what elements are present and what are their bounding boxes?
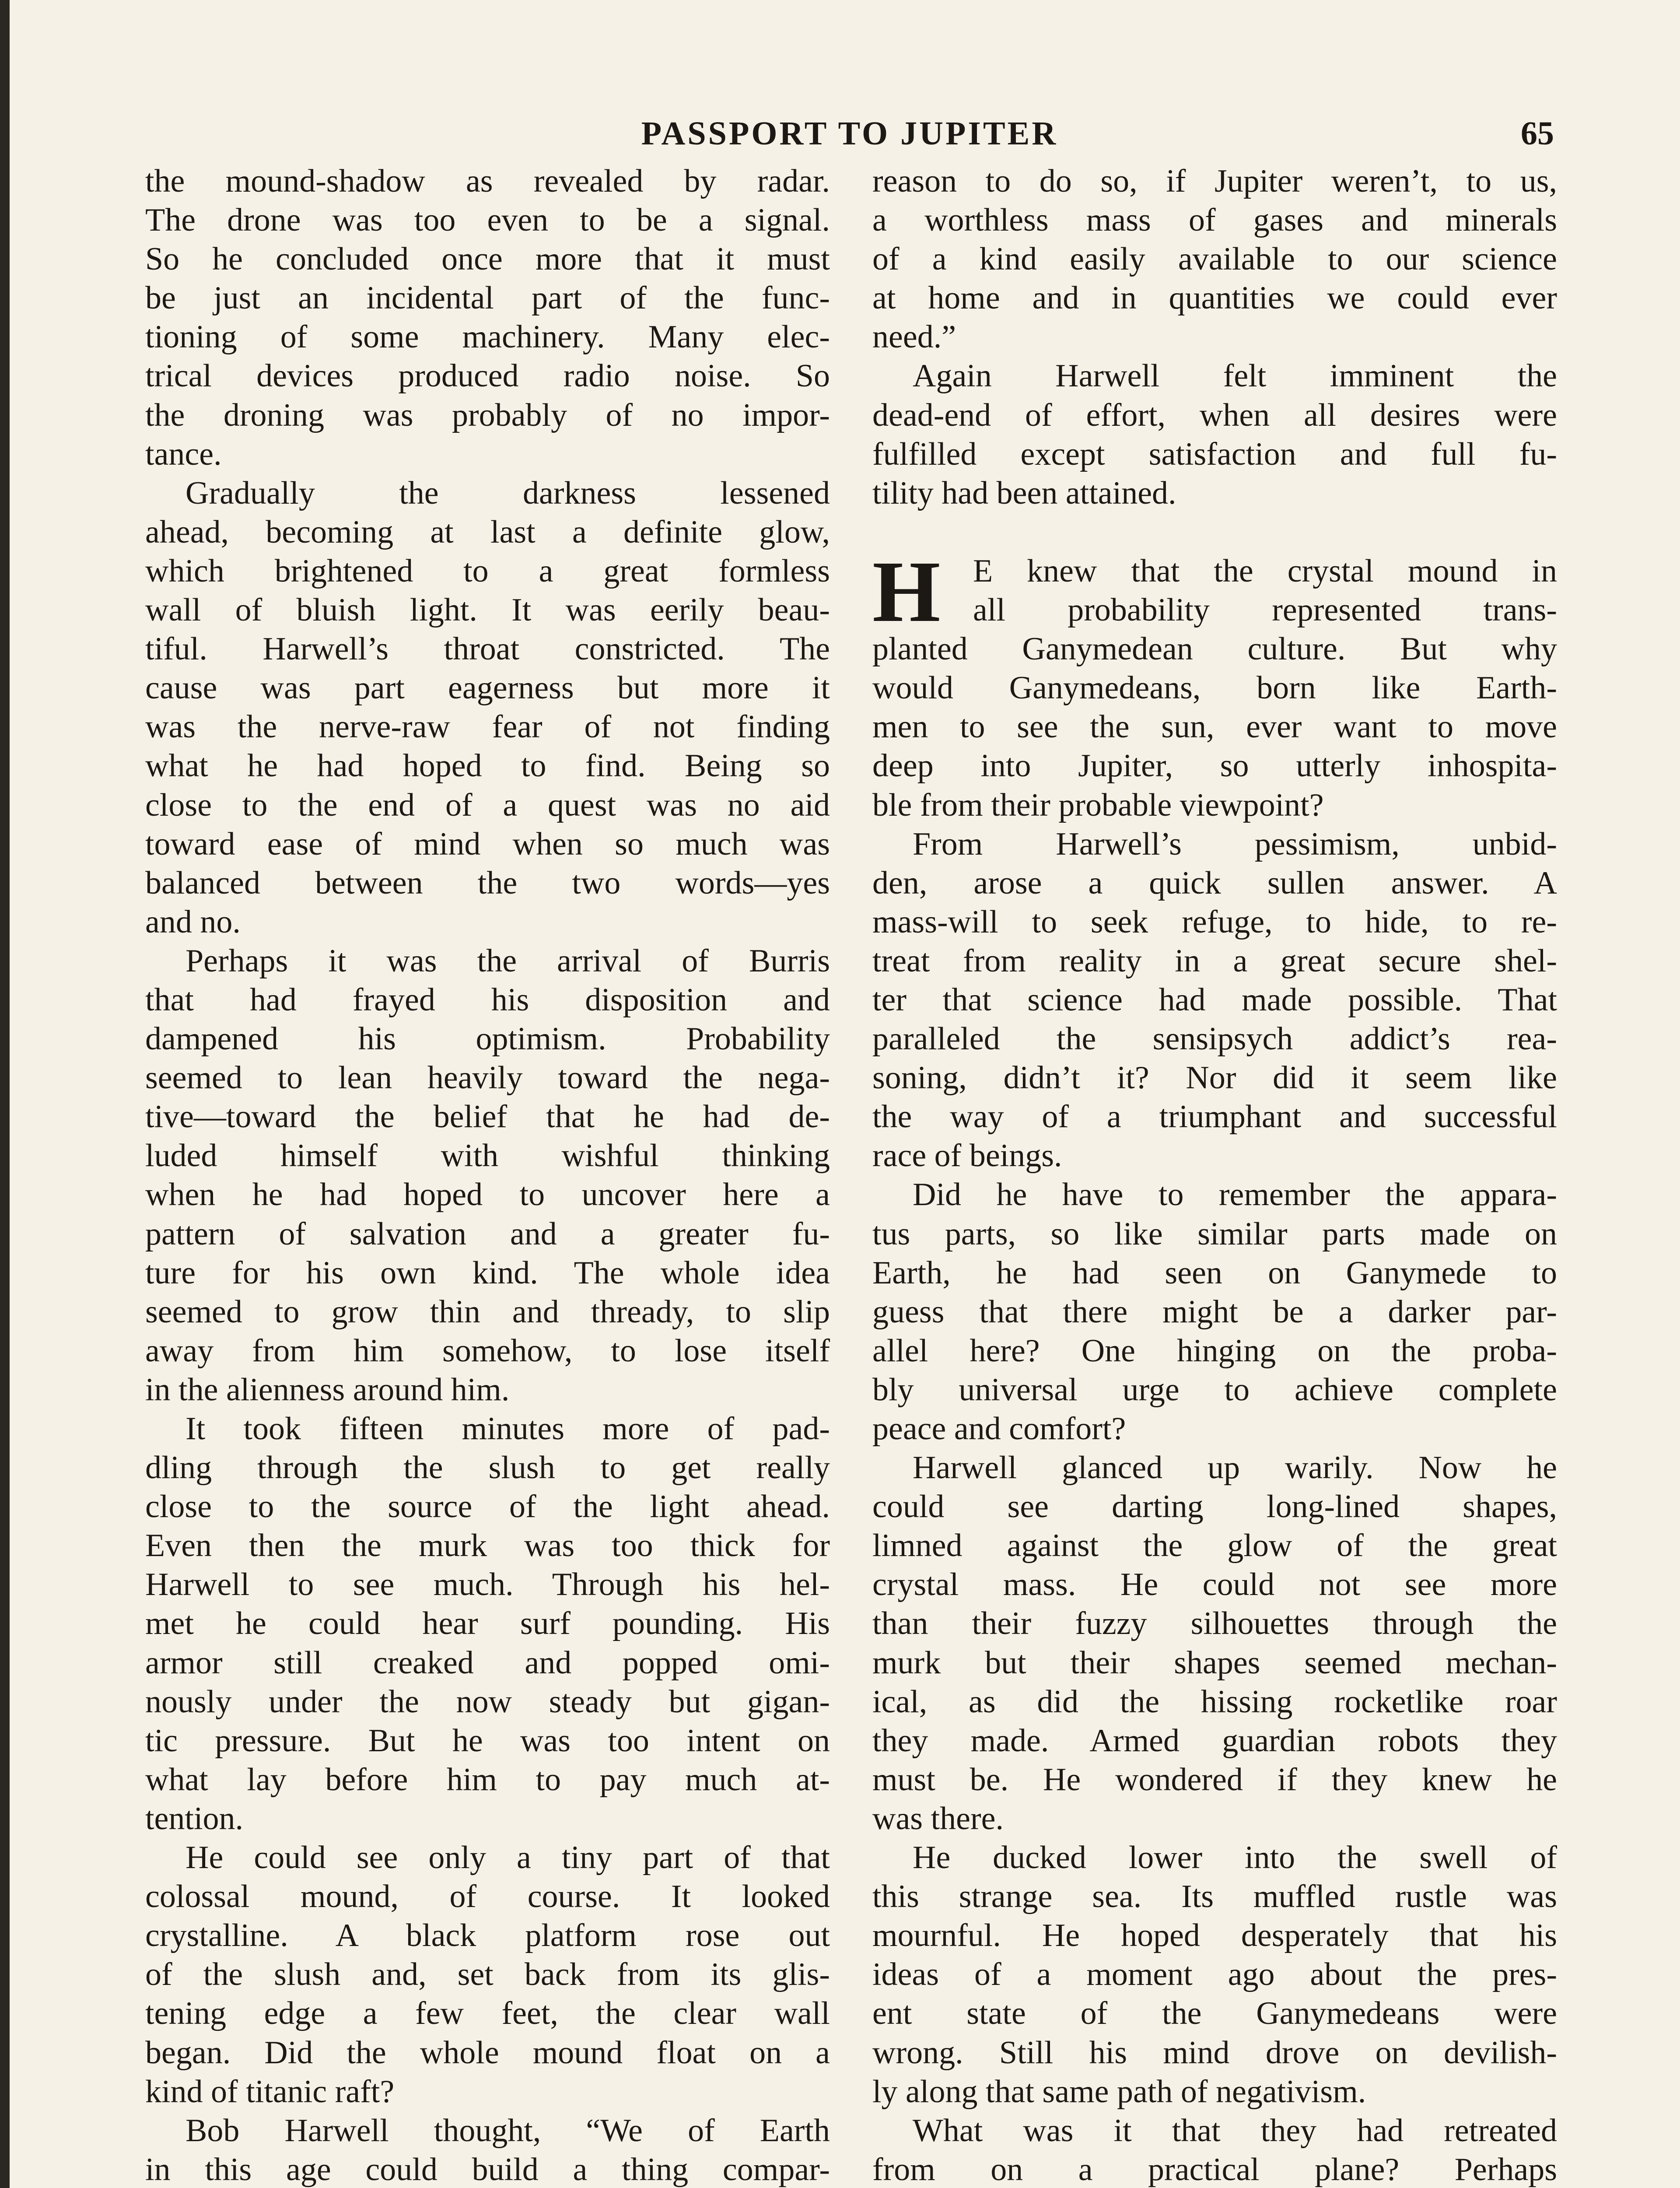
text-line: trical devices produced radio noise. So [145, 358, 830, 394]
text-line: be just an incidental part of the func- [145, 280, 830, 316]
text-line: what lay before him to pay much at- [145, 1761, 830, 1798]
text-line: away from him somehow, to lose itself [145, 1332, 830, 1369]
text-line: paralleled the sensipsych addict’s rea- [872, 1021, 1557, 1057]
page-number: 65 [1521, 115, 1554, 152]
text-line: So he concluded once more that it must [145, 241, 830, 277]
text-line: met he could hear surf pounding. His [145, 1606, 830, 1642]
text-line: ideas of a moment ago about the pres- [872, 1957, 1557, 1993]
text-line: tive—toward the belief that he had de- [145, 1099, 830, 1135]
right-text-column [872, 162, 1557, 2188]
text-line: crystal mass. He could not see more [872, 1567, 1557, 1603]
text-line: kind of titanic raft? [145, 2073, 395, 2110]
text-line: ble from their probable viewpoint? [872, 787, 1324, 823]
text-line: of a kind easily available to our science [872, 241, 1557, 277]
text-line: tility had been attained. [872, 475, 1176, 511]
text-line: E knew that the crystal mound in [973, 553, 1557, 589]
left-text-column [145, 162, 830, 2188]
text-line: What was it that they had retreated [913, 2112, 1557, 2149]
text-line: close to the source of the light ahead. [145, 1489, 830, 1525]
text-line: tioning of some machinery. Many elec- [145, 319, 830, 355]
text-line: tance. [145, 436, 222, 472]
text-line: dampened his optimism. Probability [145, 1021, 830, 1057]
text-line: He ducked lower into the swell of [913, 1840, 1557, 1876]
text-line: of the slush and, set back from its glis- [145, 1957, 830, 1993]
text-line: they made. Armed guardian robots they [872, 1722, 1557, 1759]
text-line: and no. [145, 904, 241, 940]
text-line: Gradually the darkness lessened [186, 475, 830, 511]
running-title: PASSPORT TO JUPITER [641, 115, 1058, 152]
text-line: was there. [872, 1800, 1004, 1837]
text-line: bly universal urge to achieve complete [872, 1371, 1557, 1408]
text-line: wall of bluish light. It was eerily beau- [145, 592, 830, 628]
text-line: It took fifteen minutes more of pad- [186, 1411, 830, 1447]
text-line: ical, as did the hissing rocketlike roar [872, 1683, 1557, 1720]
text-line: cause was part eagerness but more it [145, 670, 830, 706]
text-line: was the nerve-raw fear of not finding [145, 709, 830, 745]
text-line: luded himself with wishful thinking [145, 1138, 830, 1174]
text-line: reason to do so, if Jupiter weren’t, to us, [872, 163, 1557, 199]
text-line: from on a practical plane? Perhaps [872, 2151, 1557, 2188]
text-line: dling through the slush to get really [145, 1450, 830, 1486]
text-line: limned against the glow of the great [872, 1528, 1557, 1564]
text-line: Harwell glanced up warily. Now he [913, 1450, 1557, 1486]
text-line: ahead, becoming at last a definite glow, [145, 514, 830, 550]
text-line: dead-end of effort, when all desires were [872, 397, 1557, 433]
text-line: He could see only a tiny part of that [186, 1840, 830, 1876]
text-line: race of beings. [872, 1138, 1062, 1174]
text-line: guess that there might be a darker par- [872, 1294, 1557, 1330]
text-line: tening edge a few feet, the clear wall [145, 1995, 830, 2032]
text-line: The drone was too even to be a signal. [145, 202, 830, 238]
text-line: began. Did the whole mound float on a [145, 2034, 830, 2071]
text-line: need.” [872, 319, 956, 355]
text-line: a worthless mass of gases and minerals [872, 202, 1557, 238]
text-line: close to the end of a quest was no aid [145, 787, 830, 823]
text-line: nously under the now steady but gigan- [145, 1683, 830, 1720]
text-line: mournful. He hoped desperately that his [872, 1918, 1557, 1954]
text-line: what he had hoped to find. Being so [145, 748, 830, 784]
text-line: Again Harwell felt imminent the [913, 358, 1557, 394]
text-line: Harwell to see much. Through his hel- [145, 1567, 830, 1603]
text-line: wrong. Still his mind drove on devilish- [872, 2034, 1557, 2071]
text-line: ter that science had made possible. That [872, 982, 1557, 1018]
page-header [145, 115, 1554, 163]
text-line: murk but their shapes seemed mechan- [872, 1645, 1557, 1681]
text-line: tus parts, so like similar parts made on [872, 1216, 1557, 1252]
text-line: From Harwell’s pessimism, unbid- [913, 826, 1557, 862]
text-line: than their fuzzy silhouettes through the [872, 1606, 1557, 1642]
drop-cap: H [872, 543, 941, 640]
text-line: armor still creaked and popped omi- [145, 1645, 830, 1681]
text-line: deep into Jupiter, so utterly inhospita- [872, 748, 1557, 784]
text-line: the droning was probably of no impor- [145, 397, 830, 433]
text-line: seemed to lean heavily toward the nega- [145, 1060, 830, 1096]
text-line: ly along that same path of negativism. [872, 2073, 1366, 2110]
text-line: allel here? One hinging on the proba- [872, 1332, 1557, 1369]
text-line: peace and comfort? [872, 1411, 1126, 1447]
text-line: at home and in quantities we could ever [872, 280, 1557, 316]
text-line: that had frayed his disposition and [145, 982, 830, 1018]
text-line: ture for his own kind. The whole idea [145, 1255, 830, 1291]
text-line: in this age could build a thing compar- [145, 2151, 830, 2188]
text-line: tic pressure. But he was too intent on [145, 1722, 830, 1759]
text-line: fulfilled except satisfaction and full fu- [872, 436, 1557, 472]
text-line: den, arose a quick sullen answer. A [872, 865, 1557, 901]
text-line: soning, didn’t it? Nor did it seem like [872, 1060, 1557, 1096]
text-line: could see darting long-lined shapes, [872, 1489, 1557, 1525]
text-line: the way of a triumphant and successful [872, 1099, 1557, 1135]
text-line: treat from reality in a great secure shel- [872, 943, 1557, 979]
text-line: in the alienness around him. [145, 1371, 510, 1408]
text-line: the mound-shadow as revealed by radar. [145, 163, 830, 199]
text-line: mass-will to seek refuge, to hide, to re- [872, 904, 1557, 940]
section-break [872, 513, 1557, 552]
text-line: Even then the murk was too thick for [145, 1528, 830, 1564]
text-line: colossal mound, of course. It looked [145, 1879, 830, 1915]
text-line: ent state of the Ganymedeans were [872, 1995, 1557, 2032]
text-line: which brightened to a great formless [145, 553, 830, 589]
text-line: Bob Harwell thought, “We of Earth [186, 2112, 830, 2149]
text-line: all probability represented trans- [973, 592, 1557, 628]
text-line: crystalline. A black platform rose out [145, 1918, 830, 1954]
text-line: pattern of salvation and a greater fu- [145, 1216, 830, 1252]
text-line: would Ganymedeans, born like Earth- [872, 670, 1557, 706]
text-line: this strange sea. Its muffled rustle was [872, 1879, 1557, 1915]
text-line: toward ease of mind when so much was [145, 826, 830, 862]
text-line: Perhaps it was the arrival of Burris [186, 943, 830, 979]
text-line: planted Ganymedean culture. But why [872, 631, 1557, 667]
text-line: men to see the sun, ever want to move [872, 709, 1557, 745]
text-line: when he had hoped to uncover here a [145, 1177, 830, 1213]
text-line: Did he have to remember the appara- [913, 1177, 1557, 1213]
text-line: must be. He wondered if they knew he [872, 1761, 1557, 1798]
text-line: Earth, he had seen on Ganymede to [872, 1255, 1557, 1291]
text-line: seemed to grow thin and thready, to slip [145, 1294, 830, 1330]
text-line: tention. [145, 1800, 244, 1837]
text-line: balanced between the two words—yes [145, 865, 830, 901]
text-line: tiful. Harwell’s throat constricted. The [145, 631, 830, 667]
